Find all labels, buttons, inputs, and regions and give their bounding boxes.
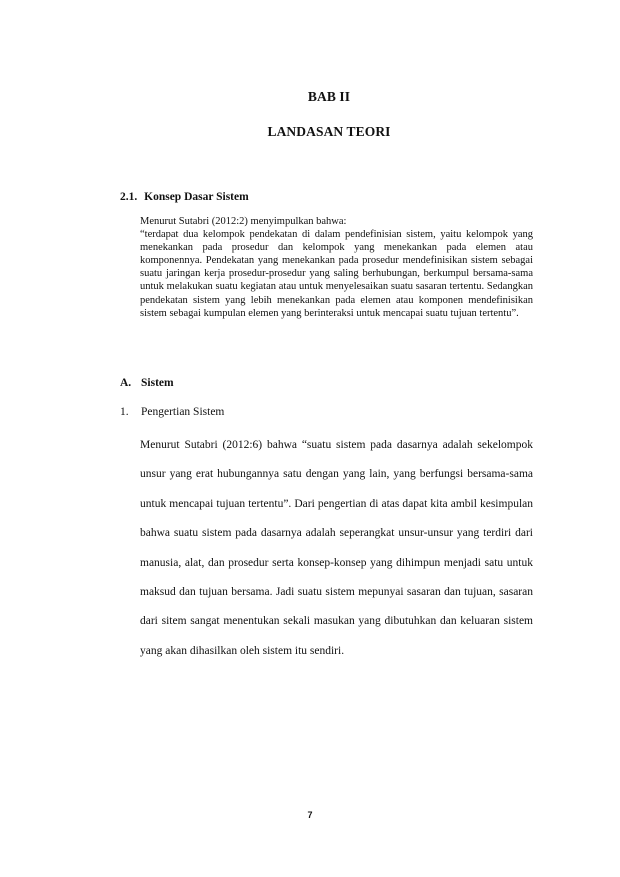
- subsection-marker-1: 1.: [120, 406, 129, 418]
- subsection-title-1: Pengertian Sistem: [141, 406, 225, 418]
- section-title: Konsep Dasar Sistem: [144, 191, 249, 203]
- quote-text: “terdapat dua kelompok pendekatan di dalam pendefinisian sistem, yaitu kelompok yang menekankan pada prosedur dan kelompok yang menekankan pada elemen atau komponennya. Pendekatan yang menekankan pada prosedur mendefinisikan sistem sebagai suatu jaringan kerja prosedur-prosedur yang saling berhubungan, berkumpul bersama-sama untuk melakukan suatu kegiatan atau untuk menyelesaikan suatu sasaran tertentu. Sedangkan pendekatan sistem yang lebih menekankan pada elemen atau komponen mendefinisikan sistem sebagai kumpulan elemen yang berinteraksi untuk mencapai suatu tujuan tertentu”.: [140, 229, 533, 319]
- chapter-title: LANDASAN TEORI: [267, 124, 391, 139]
- section-heading: [120, 191, 249, 203]
- section-number: 2.1.: [120, 191, 138, 203]
- subsection-heading-1: [120, 406, 224, 418]
- chapter-number: BAB II: [307, 89, 351, 104]
- subsection-heading-a: [120, 377, 174, 389]
- quote-block: [140, 215, 533, 320]
- page-number: 7: [307, 810, 313, 820]
- subsection-title-a: Sistem: [141, 377, 174, 389]
- subsection-marker-a: A.: [120, 377, 132, 389]
- quote-intro: Menurut Sutabri (2012:2) menyimpulkan bahwa:: [140, 216, 347, 227]
- body-paragraph: Menurut Sutabri (2012:6) bahwa “suatu sistem pada dasarnya adalah sekelompok unsur yang erat hubungannya satu dengan yang lain, yang berfungsi bersama-sama untuk mencapai tujuan tertentu”. Dari pengertian di atas dapat kita ambil kesimpulan bahwa suatu sistem pada dasarnya adalah seperangkat unsur-unsur yang terdiri dari manusia, alat, dan prosedur serta konsep-konsep yang dihimpun menjadi satu untuk maksud dan tujuan bersama. Jadi suatu sistem mepunyai sasaran dan tujuan, sasaran dari sitem sangat menentukan sekali masukan yang dibutuhkan dan keluaran sistem yang akan dihasilkan oleh sistem itu sendiri.: [140, 439, 533, 657]
